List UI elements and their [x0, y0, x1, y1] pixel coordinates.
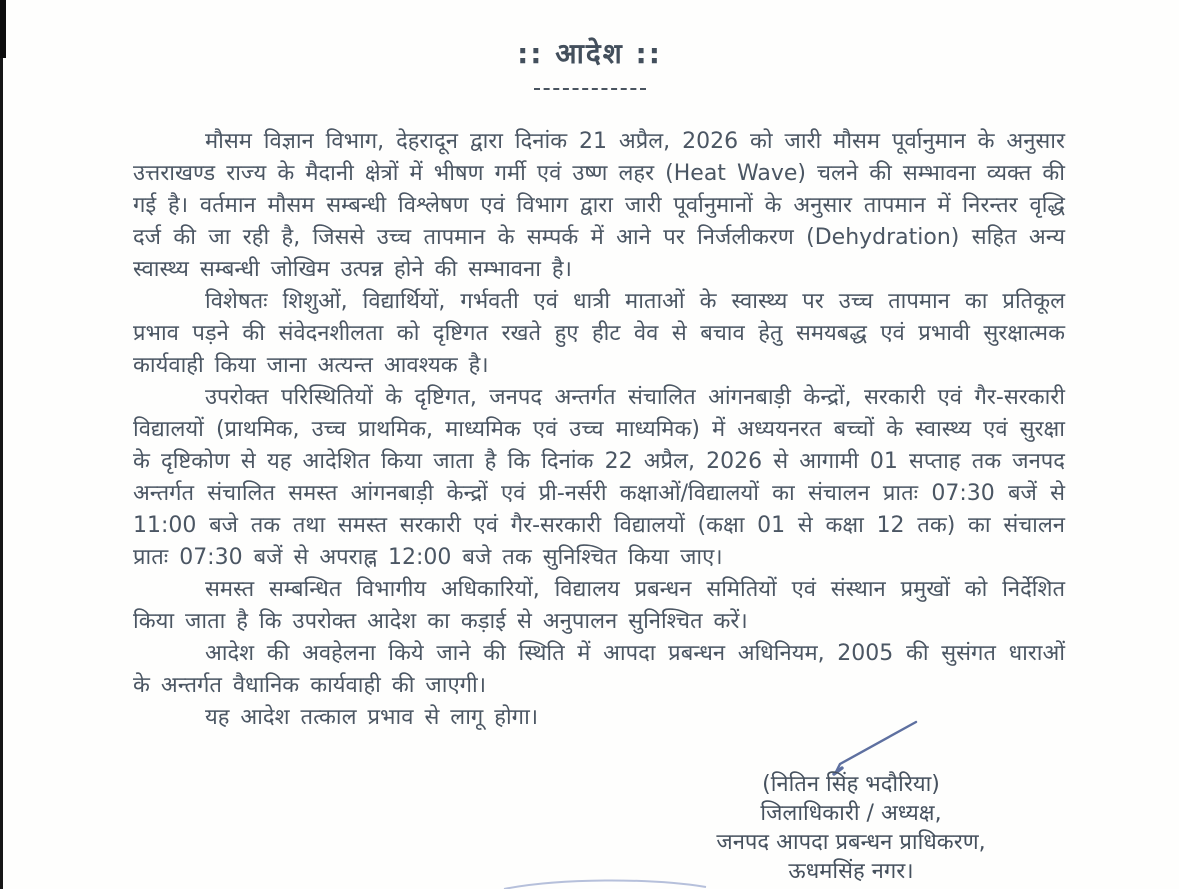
title-underline: [534, 88, 646, 90]
signature-block: [631, 770, 1071, 886]
signatory-authority: जनपद आपदा प्रबन्धन प्राधिकरण,: [716, 830, 986, 855]
order-paragraph-1: मौसम विज्ञान विभाग, देहरादून द्वारा दिनांक 21 अप्रैल, 2026 को जारी मौसम पूर्वानुमान के अनुसार उत्तराखण्ड राज्य के मैदानी क्षेत्रों में भीषण गर्मी एवं उष्ण लहर (Heat Wave) चलने की सम्भावना व्यक्त की गई है। वर्तमान मौसम सम्बन्धी विश्लेषण एवं विभाग द्वारा जारी पूर्वानुमानों के अनुसार तापमान में निरन्तर वृद्धि दर्ज की जा रही है, जिससे उच्च तापमान के सम्पर्क में आने पर निर्जलीकरण (Dehydration) सहित अन्य स्वास्थ्य सम्बन्धी जोखिम उत्पन्न होने की सम्भावना है।: [133, 129, 1065, 282]
order-paragraph-4: समस्त सम्बन्धित विभागीय अधिकारियों, विद्यालय प्रबन्धन समितियों एवं संस्थान प्रमुखों को निर्देशित किया जाता है कि उपरोक्त आदेश का कड़ाई से अनुपालन सुनिश्चित करें।: [133, 577, 1065, 634]
order-paragraph-5: आदेश की अवहेलना किये जाने की स्थिति में आपदा प्रबन्धन अधिनियम, 2005 की सुसंगत धाराओं के अन्तर्गत वैधानिक कार्यवाही की जाएगी।: [133, 641, 1065, 698]
scan-edge-artifact: [0, 0, 3, 889]
page-title: :: आदेश ::: [517, 37, 662, 70]
signatory-place: ऊधमसिंह नगर।: [788, 859, 914, 884]
order-paragraph-6: यह आदेश तत्काल प्रभाव से लागू होगा।: [205, 705, 539, 730]
signature-pen-stroke: [826, 718, 926, 778]
signatory-name: (नितिन सिंह भदौरिया): [762, 772, 940, 797]
cutoff-stamp-artifact: [500, 878, 710, 889]
title-section: [0, 34, 1179, 90]
signatory-designation: जिलाधिकारी / अध्यक्ष,: [760, 801, 942, 826]
order-paragraph-2: विशेषतः शिशुओं, विद्यार्थियों, गर्भवती एवं धात्री माताओं के स्वास्थ्य पर उच्च तापमान का प्रतिकूल प्रभाव पड़ने की संवेदनशीलता को दृष्टिगत रखते हुए हीट वेव से बचाव हेतु समयबद्ध एवं प्रभावी सुरक्षात्मक कार्यवाही किया जाना अत्यन्त आवश्यक है।: [133, 289, 1066, 378]
order-body: [133, 126, 1065, 734]
order-paragraph-3: उपरोक्त परिस्थितियों के दृष्टिगत, जनपद अन्तर्गत संचालित आंगनबाड़ी केन्द्रों, सरकारी एवं गैर-सरकारी विद्यालयों (प्राथमिक, उच्च प्राथमिक, माध्यमिक एवं उच्च माध्यमिक) में अध्ययनरत बच्चों के स्वास्थ्य एवं सुरक्षा के दृष्टिकोण से यह आदेशित किया जाता है कि दिनांक 22 अप्रैल, 2026 से आगामी 01 सप्ताह तक जनपद अन्तर्गत संचालित समस्त आंगनबाड़ी केन्द्रों एवं प्री-नर्सरी कक्षाओं/विद्यालयों का संचालन प्रातः 07:30 बजें से 11:00 बजे तक तथा समस्त सरकारी एवं गैर-सरकारी विद्यालयों (कक्षा 01 से कक्षा 12 तक) का संचालन प्रातः 07:30 बजें से अपराह्न 12:00 बजे तक सुनिश्चित किया जाए।: [133, 385, 1065, 570]
